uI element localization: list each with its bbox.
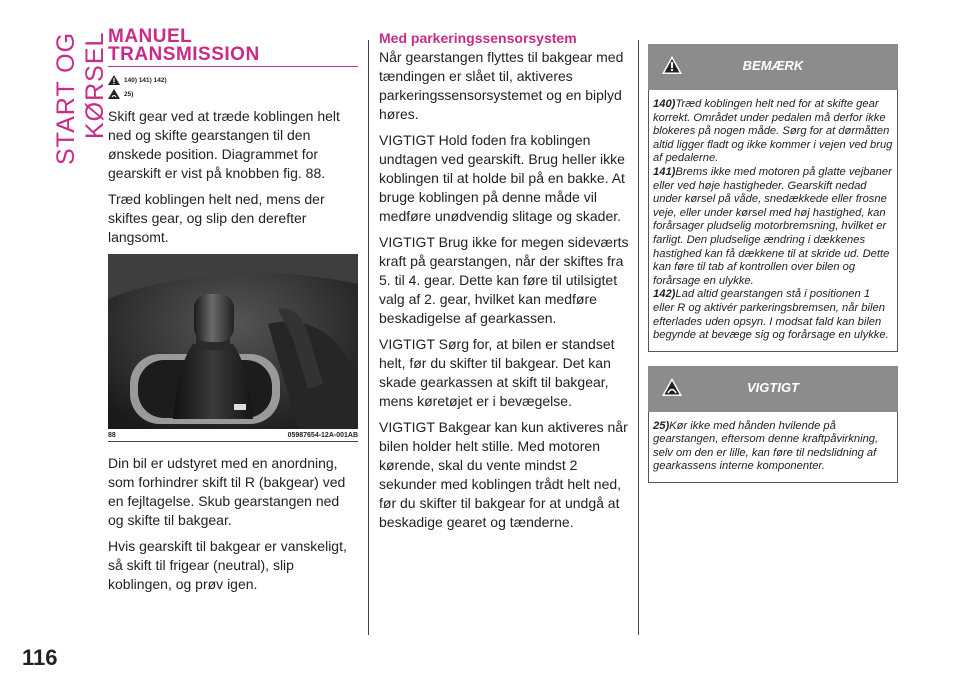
gear-knob-illustration <box>108 254 358 429</box>
warning-note <box>653 98 893 166</box>
right-column <box>648 44 898 497</box>
paragraph: Træd koblingen helt ned, mens der skiftes gear, og slip den derefter langsomt. <box>108 191 325 245</box>
column-divider <box>368 40 369 635</box>
figure-caption <box>108 432 358 442</box>
note-number: 141) <box>653 165 676 178</box>
left-column <box>108 28 358 601</box>
important-box-title: VIGTIGT <box>747 379 799 395</box>
warning-note <box>653 166 893 288</box>
section-side-label: START OG KØRSEL <box>52 32 109 166</box>
note-text: Kør ikke med hånden hvilende på gearstangen, eftersom denne kraftpåvirkning, selv om den er lille, kan føre til nedslidning af gearkassens interne komponenter. <box>653 419 879 473</box>
paragraph: VIGTIGT Bakgear kan kun aktiveres når bilen holder helt stille. Med motoren kørende, skal du vente mindst 2 sekunder med koblingen trådt helt ned, før du skifter til bakgear for at undgå at beskadige gearet og tænderne. <box>379 419 628 530</box>
heading-rule <box>108 66 358 67</box>
heading-line-2: TRANSMISSION <box>108 44 260 65</box>
note-number: 140) <box>653 98 676 110</box>
important-refs-text: 25) <box>124 90 134 98</box>
hand-caution-icon <box>108 89 120 99</box>
subheading: Med parkeringssensorsystem <box>379 30 577 46</box>
paragraph: VIGTIGT Brug ikke for megen sideværts kraft på gearstangen, når der skiftes fra 5. til 4. gear. Dette kan føre til utilsigtet valg af 2. gear, hvilket kan medføre beskadigelse af gearkassen. <box>379 234 629 326</box>
note-number: 142) <box>653 288 676 301</box>
note-number: 25) <box>653 419 670 432</box>
warning-refs-text: 140) 141) 142) <box>124 76 167 84</box>
heading-line-1: MANUEL <box>108 26 193 47</box>
important-note <box>653 420 893 474</box>
paragraph: Når gearstangen flyttes til bakgear med tændingen er slået til, aktiveres parkeringssensorsystemet og en biplyd høres. <box>379 49 624 122</box>
warning-box-body <box>648 90 898 352</box>
note-text: Brems ikke med motoren på glatte vejbaner eller ved høje hastigheder. Gearskift nedad under kørsel på våde, snedækkede eller frosne veje, eller under kørsel med høj hastighed, kan forårsager pludselig motorbremsning, hvilket er farligt. Den pludselige ændring i dækkenes hastighed kan få dækkene til at skride ud. Dette kan føre til tab af kontrollen over bilen og forårsage en ulykke. <box>653 165 892 287</box>
figure-code: 05987654-12A-001AB <box>287 432 358 439</box>
important-box-header <box>648 366 898 412</box>
paragraph: Skift gear ved at træde koblingen helt ned og skifte gearstangen til den ønskede position. Diagrammet for gearskift er vist på knobben fig. 88. <box>108 108 340 181</box>
important-refs <box>108 89 358 99</box>
paragraph: VIGTIGT Hold foden fra koblingen undtagen ved gearskift. Brug heller ikke koblingen til at holde bil på en bakke. At bruge koblingen på denne måde vil medføre unødvendig slitage og skader. <box>379 132 625 224</box>
warning-note <box>653 288 893 342</box>
important-box-body <box>648 412 898 483</box>
warning-box-title: BEMÆRK <box>742 58 804 73</box>
paragraph: Hvis gearskift til bakgear er vanskeligt, så skift til frigear (neutral), slip koblingen, og prøv igen. <box>108 538 347 592</box>
note-text: Lad altid gearstangen stå i positionen 1 eller R og aktivér parkeringsbremsen, når bilen efterlades uden opsyn. I modsat fald kan bilen begynde at bevæge sig og forårsage en ulykke. <box>653 288 889 342</box>
middle-column <box>379 30 631 539</box>
paragraph: Din bil er udstyret med en anordning, som forhindrer skift til R (bakgear) ved en fejltagelse. Skub gearstangen ned og skifte til bakgear. <box>108 455 346 528</box>
figure-number: 88 <box>108 432 116 439</box>
page-number: 116 <box>22 645 58 670</box>
gear-shift-photo <box>108 254 358 429</box>
warning-refs <box>108 75 358 85</box>
warning-triangle-icon <box>108 75 120 85</box>
paragraph: VIGTIGT Sørg for, at bilen er standset helt, før du skifter til bakgear. Det kan skade gearkassen at skift til bakgear, mens køretøjet er i bevægelse. <box>379 336 615 409</box>
section-heading <box>108 28 358 64</box>
note-text: Træd koblingen helt ned for at skifte gear korrekt. Området under pedalen må derfor ikke blokeres på nogen måde. Sørg for at dørmåtten altid ligger fladt og ikke kommer i vejen ved brug af pedalerne. <box>653 98 893 165</box>
column-divider <box>638 40 639 635</box>
warning-box-header <box>648 44 898 90</box>
